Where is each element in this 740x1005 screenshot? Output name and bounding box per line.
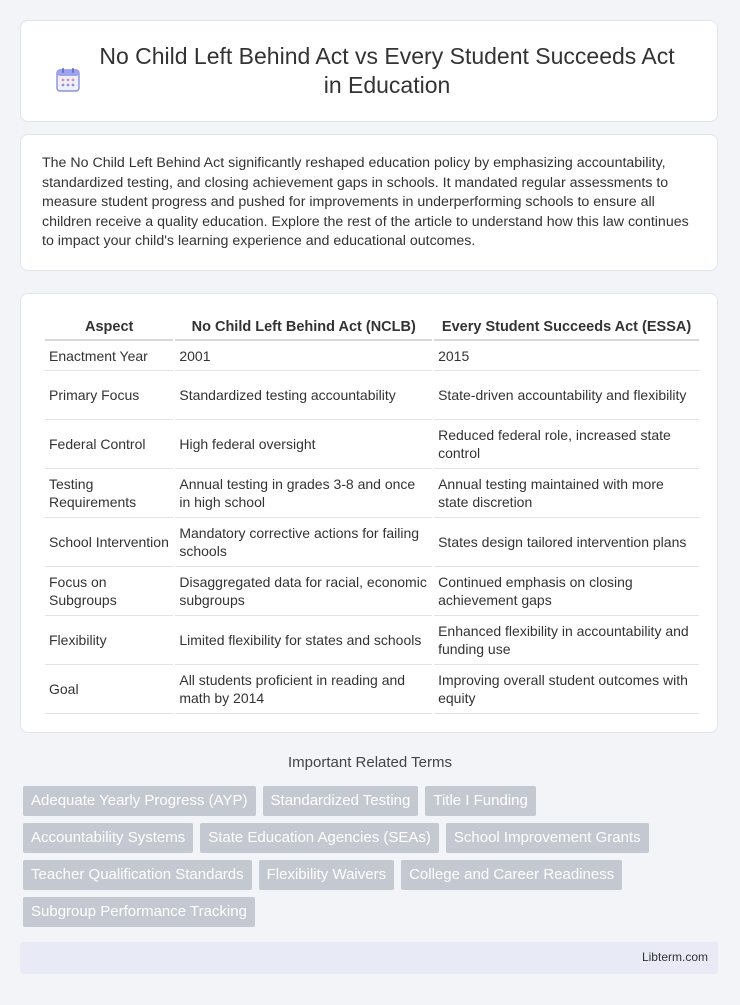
row-essa: State-driven accountability and flexibility bbox=[434, 371, 699, 420]
tag-college-career-readiness[interactable]: College and Career Readiness bbox=[401, 860, 622, 890]
tag-adequate-yearly-progress[interactable]: Adequate Yearly Progress (AYP) bbox=[23, 786, 256, 816]
row-aspect: Testing Requirements bbox=[45, 469, 173, 518]
row-essa: Improving overall student outcomes with equity bbox=[434, 665, 699, 714]
tag-teacher-qualification-standards[interactable]: Teacher Qualification Standards bbox=[23, 860, 252, 890]
intro-paragraph: The No Child Left Behind Act significantly reshaped education policy by emphasizing accountability, standardized testing, and closing achievement gaps in schools. It mandated regular assessments to measure student progress and pushed for improvements in underperforming schools to ensure all children receive a quality education. Explore the rest of the article to understand how this law continues to impact your child's learning experience and educational outcomes. bbox=[42, 155, 689, 249]
row-essa: Continued emphasis on closing achievement gaps bbox=[434, 567, 699, 616]
comparison-card bbox=[20, 293, 718, 733]
header-essa: Every Student Succeeds Act (ESSA) bbox=[434, 314, 699, 341]
tag-state-education-agencies[interactable]: State Education Agencies (SEAs) bbox=[200, 823, 439, 853]
tag-row bbox=[23, 786, 703, 816]
table-row bbox=[45, 616, 699, 665]
comparison-table bbox=[43, 314, 701, 714]
row-aspect: Enactment Year bbox=[45, 341, 173, 371]
table-row bbox=[45, 567, 699, 616]
tag-standardized-testing[interactable]: Standardized Testing bbox=[263, 786, 419, 816]
tag-row bbox=[23, 860, 703, 890]
row-aspect: Focus on Subgroups bbox=[45, 567, 173, 616]
table-row bbox=[45, 420, 699, 469]
row-nclb: Annual testing in grades 3-8 and once in high school bbox=[175, 469, 432, 518]
footer-site-link[interactable]: Libterm.com bbox=[641, 950, 708, 964]
row-nclb: Mandatory corrective actions for failing schools bbox=[175, 518, 432, 567]
footer bbox=[20, 942, 718, 974]
title-card bbox=[20, 20, 718, 122]
row-essa: States design tailored intervention plans bbox=[434, 518, 699, 567]
row-nclb: All students proficient in reading and math by 2014 bbox=[175, 665, 432, 714]
related-terms-list bbox=[23, 786, 703, 934]
row-essa: Reduced federal role, increased state control bbox=[434, 420, 699, 469]
calendar-icon bbox=[55, 67, 81, 93]
row-essa: Enhanced flexibility in accountability and funding use bbox=[434, 616, 699, 665]
table-header-row bbox=[45, 314, 699, 341]
row-aspect: Primary Focus bbox=[45, 371, 173, 420]
page-title: No Child Left Behind Act vs Every Student Succeeds Act in Education bbox=[99, 43, 675, 98]
row-essa: Annual testing maintained with more state discretion bbox=[434, 469, 699, 518]
table-row bbox=[45, 341, 699, 371]
related-terms-heading: Important Related Terms bbox=[288, 754, 452, 771]
row-aspect: Federal Control bbox=[45, 420, 173, 469]
row-nclb: Limited flexibility for states and schools bbox=[175, 616, 432, 665]
table-row bbox=[45, 665, 699, 714]
tag-school-improvement-grants[interactable]: School Improvement Grants bbox=[446, 823, 649, 853]
table-row bbox=[45, 518, 699, 567]
header-aspect: Aspect bbox=[45, 314, 173, 341]
tag-accountability-systems[interactable]: Accountability Systems bbox=[23, 823, 193, 853]
row-aspect: Flexibility bbox=[45, 616, 173, 665]
tag-row bbox=[23, 823, 703, 853]
tag-subgroup-performance-tracking[interactable]: Subgroup Performance Tracking bbox=[23, 897, 255, 927]
title-wrap bbox=[49, 42, 689, 100]
table-row bbox=[45, 371, 699, 420]
row-nclb: Disaggregated data for racial, economic subgroups bbox=[175, 567, 432, 616]
tag-flexibility-waivers[interactable]: Flexibility Waivers bbox=[259, 860, 394, 890]
row-essa: 2015 bbox=[434, 341, 699, 371]
header-nclb: No Child Left Behind Act (NCLB) bbox=[175, 314, 432, 341]
row-nclb: 2001 bbox=[175, 341, 432, 371]
tag-row bbox=[23, 897, 703, 927]
row-aspect: Goal bbox=[45, 665, 173, 714]
row-nclb: High federal oversight bbox=[175, 420, 432, 469]
intro-card bbox=[20, 134, 718, 271]
row-aspect: School Intervention bbox=[45, 518, 173, 567]
tag-title-i-funding[interactable]: Title I Funding bbox=[425, 786, 536, 816]
row-nclb: Standardized testing accountability bbox=[175, 371, 432, 420]
table-row bbox=[45, 469, 699, 518]
